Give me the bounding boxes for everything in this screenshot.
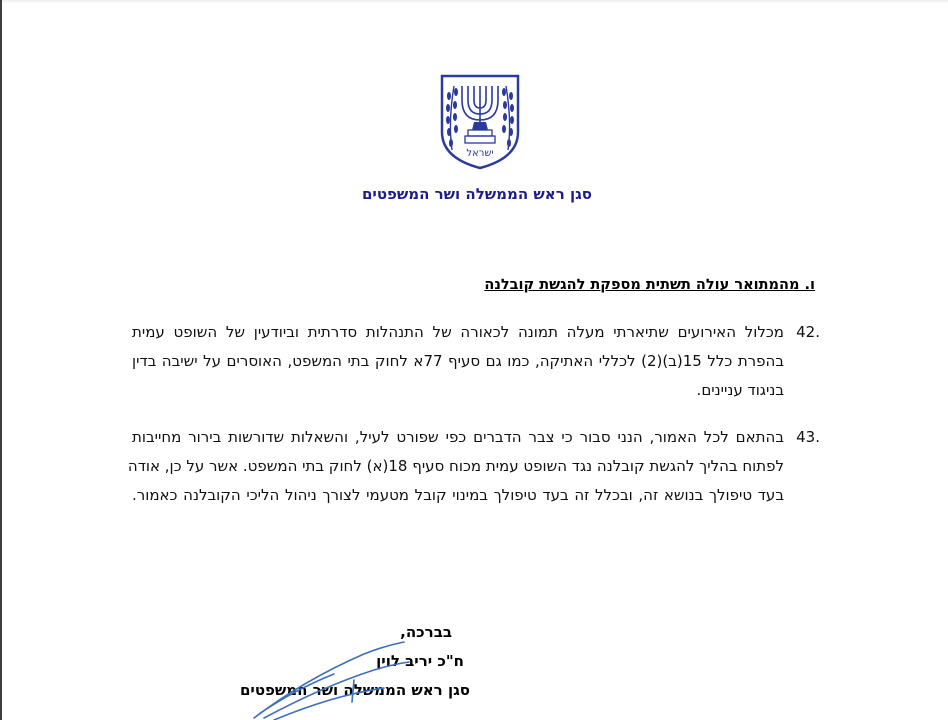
paragraph-42 (130, 318, 820, 405)
office-title: סגן ראש הממשלה ושר המשפטים (361, 185, 593, 203)
paragraph-text: בהפרת כלל 15(ב)(2) לכללי האתיקה, כמו גם סעיף 77א לחוק בתי המשפט, האוסרים על ישיבה בדין (132, 352, 784, 370)
paragraph-43 (127, 423, 820, 510)
paragraph-text: לפתוח בהליך להגשת קובלנה נגד השופט עמית מכוח סעיף 18(א) לחוק בתי המשפט. אשר על כן, אודה (127, 457, 784, 475)
paragraph-line (130, 481, 820, 510)
paragraph-line (130, 376, 820, 405)
signatory-role: סגן ראש הממשלה ושר המשפטים (239, 681, 470, 699)
paragraph-line (130, 423, 820, 452)
paragraph-number: 42. (796, 323, 820, 341)
svg-text:ישראל: ישראל (466, 148, 494, 159)
paragraph-text: בעד טיפולך בנושא זה, ובכלל זה בעד טיפולך במינוי קובל מטעמי לצורך ניהול הליכי הקובלנה כאמור. (132, 486, 784, 504)
document-page (2, 0, 948, 720)
paragraph-line (130, 347, 820, 376)
state-emblem-icon (438, 72, 522, 170)
paragraph-number: 43. (796, 428, 820, 446)
signature-block (240, 618, 470, 705)
paragraph-text: מכלול האירועים שתיארתי מעלה תמונה לכאורה של התנהלות סדרתית וביודעין של השופט עמית (132, 323, 784, 341)
signatory-name: ח"כ יריב לוין (376, 652, 464, 670)
paragraph-line (127, 452, 820, 481)
paragraph-text: בניגוד עניינים. (696, 381, 784, 399)
paragraph-text: בהתאם לכל האמור, הנני סבור כי צבר הדברים כפי שפורט לעיל, והשאלות שדורשות בירור מחייבות (132, 428, 784, 446)
closing-greeting: בברכה, (400, 623, 452, 641)
paragraph-line (130, 318, 820, 347)
section-heading: ו. מהמתואר עולה תשתית מספקת להגשת קובלנה (484, 277, 815, 293)
